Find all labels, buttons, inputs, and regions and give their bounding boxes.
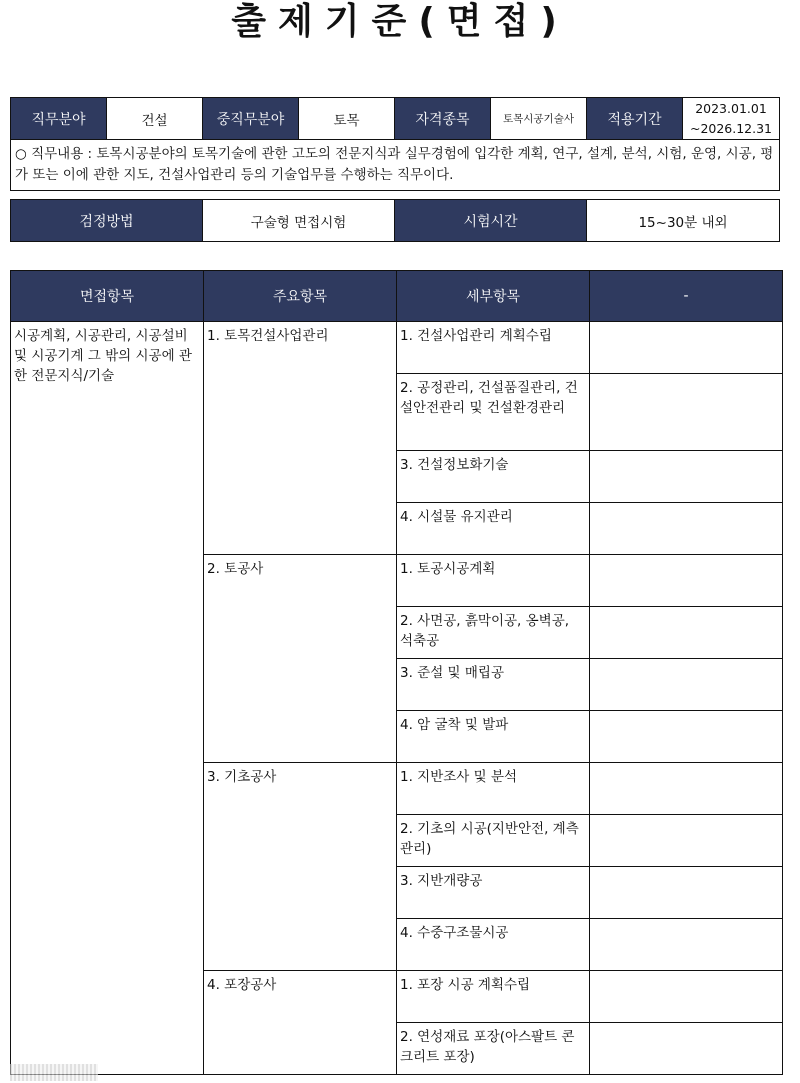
method-label: 검정방법 [11, 200, 203, 242]
detail-item: 3. 지반개량공 [397, 867, 590, 919]
method-value: 구술형 면접시험 [203, 200, 395, 242]
extra-cell [590, 971, 783, 1023]
time-label: 시험시간 [395, 200, 587, 242]
subfield-value: 토목 [299, 98, 395, 140]
detail-item: 1. 포장 시공 계획수립 [397, 971, 590, 1023]
detail-item: 4. 암 굴착 및 발파 [397, 711, 590, 763]
main-item-2: 2. 토공사 [204, 555, 397, 763]
field-label: 직무분야 [11, 98, 107, 140]
exam-table [10, 199, 780, 242]
interview-item-cell: 시공계획, 시공관리, 시공설비 및 시공기계 그 밖의 시공에 관한 전문지식/기술 [11, 322, 204, 1075]
criteria-table [10, 270, 783, 1075]
extra-cell [590, 451, 783, 503]
extra-cell [590, 555, 783, 607]
detail-item: 1. 건설사업관리 계획수립 [397, 322, 590, 374]
detail-item: 1. 지반조사 및 분석 [397, 763, 590, 815]
detail-item: 3. 준설 및 매립공 [397, 659, 590, 711]
main-item-4: 4. 포장공사 [204, 971, 397, 1075]
header-extra: - [590, 271, 783, 322]
detail-item: 4. 수중구조물시공 [397, 919, 590, 971]
extra-cell [590, 659, 783, 711]
header-main-item: 주요항목 [204, 271, 397, 322]
header-detail-item: 세부항목 [397, 271, 590, 322]
page-title: 출제기준(면접) [231, 1, 569, 42]
info-table [10, 97, 780, 191]
extra-cell [590, 919, 783, 971]
extra-cell [590, 763, 783, 815]
field-value: 건설 [107, 98, 203, 140]
qualification-value: 토목시공기술사 [491, 98, 587, 140]
period-end: ~2026.12.31 [689, 120, 773, 136]
extra-cell [590, 867, 783, 919]
qualification-label: 자격종목 [395, 98, 491, 140]
detail-item: 4. 시설물 유지관리 [397, 503, 590, 555]
extra-cell [590, 322, 783, 374]
detail-item: 2. 연성재료 포장(아스팔트 콘크리트 포장) [397, 1023, 590, 1075]
duty-description: ○ 직무내용 : 토목시공분야의 토목기술에 관한 고도의 전문지식과 실무경험에 입각한 계획, 연구, 설계, 분석, 시험, 운영, 시공, 평가 또는 이에 관한 지도, 건설사업관리 등의 기술업무를 수행하는 직무이다. [11, 140, 780, 191]
main-item-3: 3. 기초공사 [204, 763, 397, 971]
subfield-label: 중직무분야 [203, 98, 299, 140]
time-value: 15~30분 내외 [587, 200, 780, 242]
main-item-1: 1. 토목건설사업관리 [204, 322, 397, 555]
scan-artifact [10, 1064, 98, 1081]
extra-cell [590, 374, 783, 451]
header-interview-item: 면접항목 [11, 271, 204, 322]
detail-item: 3. 건설정보화기술 [397, 451, 590, 503]
extra-cell [590, 607, 783, 659]
detail-item: 2. 기초의 시공(지반안전, 계측관리) [397, 815, 590, 867]
extra-cell [590, 1023, 783, 1075]
detail-item: 2. 공정관리, 건설품질관리, 건설안전관리 및 건설환경관리 [397, 374, 590, 451]
extra-cell [590, 815, 783, 867]
detail-item: 2. 사면공, 흙막이공, 옹벽공, 석축공 [397, 607, 590, 659]
period-start: 2023.01.01 [695, 100, 767, 116]
period-label: 적용기간 [587, 98, 683, 140]
extra-cell [590, 503, 783, 555]
detail-item: 1. 토공시공계획 [397, 555, 590, 607]
period-value [683, 98, 780, 140]
extra-cell [590, 711, 783, 763]
